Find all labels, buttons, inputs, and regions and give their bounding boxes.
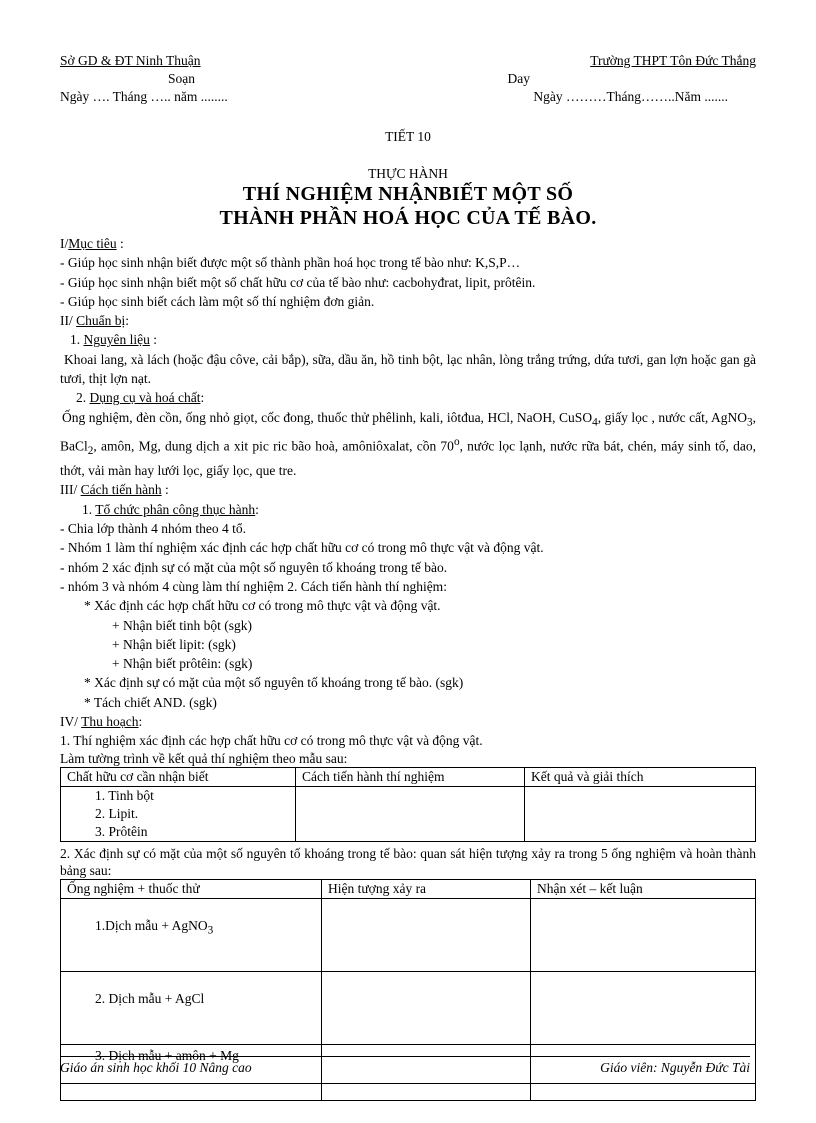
- footer-teacher: Giáo viên: Nguyễn Đức Tài: [600, 1060, 750, 1075]
- header-row: [60, 52, 756, 70]
- lesson-type: THỰC HÀNH: [368, 166, 448, 181]
- date-soan: Ngày …. Tháng ….. năm ........: [60, 89, 228, 104]
- subscript-2: 2: [87, 444, 94, 457]
- materials-num: 1.: [70, 332, 84, 348]
- procedure-line: - nhóm 2 xác định sự có mặt của một số nguyên tố khoáng trong tế bào.: [60, 559, 448, 575]
- equipment-title: Dụng cụ và hoá chất: [89, 390, 201, 406]
- equipment-text-c: , BaCl: [60, 409, 757, 454]
- table-cell: [61, 898, 322, 971]
- table-header-cell: Chất hữu cơ cần nhận biết: [61, 767, 296, 786]
- equipment-suffix: :: [200, 390, 205, 406]
- document-page: [60, 52, 756, 1101]
- section-1-heading: [60, 234, 756, 253]
- lesson-number: TIẾT 10: [385, 129, 431, 144]
- procedure-line: - Chia lớp thành 4 nhóm theo 4 tổ.: [60, 521, 246, 537]
- table-header-row: [61, 767, 756, 786]
- subscript-3: 3: [207, 924, 214, 937]
- soan-label: Soạn: [168, 71, 195, 86]
- harvest-line-2: Làm tường trình về kết quả thí nghiệm theo mẫu sau:: [60, 750, 348, 766]
- subscript-3: 3: [747, 416, 753, 429]
- section-2-title: Chuẩn bị: [76, 313, 126, 329]
- table-cell: [322, 1083, 531, 1100]
- footer: [60, 1056, 750, 1079]
- table-header-cell: Kết quả và giải thích: [525, 767, 756, 786]
- section-2-prefix: II/: [60, 313, 77, 329]
- section-4-prefix: IV/: [60, 714, 82, 729]
- table-cell: [531, 971, 756, 1044]
- list-item: 1. Tinh bột: [95, 787, 154, 803]
- table-cell: [322, 898, 531, 971]
- table-header-cell: Ống nghiệm + thuốc thử: [61, 879, 322, 898]
- table-row: [61, 971, 756, 1044]
- table-row: [61, 898, 756, 971]
- table-cell: [296, 786, 525, 841]
- table-cell: [61, 1083, 322, 1100]
- objective-item: - Giúp học sinh biết cách làm một số thí nghiệm đơn giản.: [60, 293, 375, 309]
- table-row: [61, 1083, 756, 1100]
- organic-results-table: [60, 767, 756, 842]
- list-item: 2. Lipit.: [95, 805, 139, 821]
- date-row: [60, 88, 756, 106]
- table-header-cell: Hiện tượng xảy ra: [322, 879, 531, 898]
- table-row: [61, 786, 756, 841]
- harvest-line-3: 2. Xác định sự có mặt của một số nguyên tố khoáng trong tế bào: quan sát hiện tượng xảy ra trong 5 ống nghiệm và hoàn thành bảng sau:: [60, 845, 756, 878]
- table-cell: [531, 1083, 756, 1100]
- organization-suffix: :: [255, 501, 259, 517]
- section-1-prefix: I/: [60, 236, 69, 251]
- procedure-star: * Tách chiết AND. (sgk): [84, 694, 217, 710]
- harvest-line-1: 1. Thí nghiệm xác định các hợp chất hữu cơ có trong mô thực vật và động vật.: [60, 733, 483, 749]
- section-2-heading: [60, 311, 756, 330]
- equipment-num: 2.: [76, 390, 90, 406]
- procedure-star: * Xác định các hợp chất hữu cơ có trong mô thực vật và động vật.: [84, 598, 441, 614]
- footer-course: Giáo án sinh học khối 10 Nâng cao: [60, 1060, 252, 1075]
- title-line-1: THÍ NGHIỆM NHẬNBIẾT MỘT SỐ: [242, 183, 574, 205]
- list-item: 3. Prôtêin: [95, 823, 148, 839]
- objective-item: - Giúp học sinh nhận biết một số chất hữu cơ của tế bào như: cacbohyđrat, lipit, prôtêin.: [60, 274, 536, 290]
- equipment-text-d: , amôn, Mg, dung dịch a xit pic ric bão hoà, amôniôxalat, cồn 70: [93, 438, 454, 454]
- organization-num: 1.: [82, 501, 96, 517]
- materials-text: Khoai lang, xà lách (hoặc đậu côve, cải bắp), sữa, dầu ăn, hồ tinh bột, lạc nhân, lòng trắng trứng, dứa tươi, gan lợn hoặc gan gà tươi, thịt lợn nạt.: [60, 351, 756, 387]
- table-cell: [322, 971, 531, 1044]
- materials-title: Nguyên liệu: [83, 332, 150, 348]
- procedure-plus: + Nhận biết prôtêin: (sgk): [112, 656, 253, 672]
- row1-text: 1.Dịch mẫu + AgNO: [95, 917, 208, 933]
- procedure-plus: + Nhận biết tinh bột (sgk): [112, 617, 252, 633]
- procedure-line: - Nhóm 1 làm thí nghiệm xác định các hợp chất hữu cơ có trong mô thực vật và động vật.: [60, 540, 544, 556]
- table-header-row: [61, 879, 756, 898]
- organization-title: Tổ chức phân công thục hành: [95, 501, 256, 517]
- organization-heading: [60, 500, 756, 519]
- materials-heading: [60, 330, 756, 349]
- table-cell: 3. Dịch mẫu + amôn + Mg: [61, 1044, 322, 1083]
- equipment-text-e: , nước lọc lạnh, nước rữa bát, chén, máy sinh tố, dao, thớt, vải màn hay lưới lọc, giấy lọc, que tre.: [60, 438, 756, 479]
- date-day: Ngày ………Tháng……..Năm .......: [533, 89, 728, 104]
- materials-suffix: :: [149, 332, 158, 348]
- section-3-suffix: :: [161, 482, 169, 498]
- section-3-title: Cách tiến hành: [80, 482, 162, 498]
- table-cell: [531, 898, 756, 971]
- table-cell: [61, 786, 296, 841]
- section-4-title: Thu hoạch: [81, 714, 139, 729]
- section-3-prefix: III/: [60, 482, 81, 498]
- section-4-heading: [60, 712, 756, 731]
- section-1-title: Mục tiêu: [68, 236, 117, 251]
- procedure-line: - nhóm 3 và nhóm 4 cùng làm thí nghiệm 2. Cách tiến hành thí nghiệm:: [60, 578, 447, 594]
- equipment-text-a: Ống nghiệm, đèn cồn, ống nhỏ giọt, cốc đong, thuốc thử phêlinh, kali, iôtđua, HCl, NaOH, CuSO: [62, 409, 593, 425]
- section-4-suffix: :: [138, 714, 143, 729]
- section-3-heading: [60, 480, 756, 499]
- title-line-2: THÀNH PHẦN HOÁ HỌC CỦA TẾ BÀO.: [219, 207, 597, 229]
- equipment-text: [60, 408, 756, 481]
- table-header-cell: Nhận xét – kết luận: [531, 879, 756, 898]
- section-1-suffix: :: [116, 236, 124, 251]
- table-header-cell: Cách tiến hành thí nghiệm: [296, 767, 525, 786]
- table-cell: 2. Dịch mẫu + AgCl: [61, 971, 322, 1044]
- equipment-text-b: , giấy lọc , nước cất, AgNO: [597, 409, 748, 425]
- subscript-4: 4: [592, 416, 598, 429]
- section-2-suffix: :: [125, 313, 130, 329]
- procedure-plus: + Nhận biết lipit: (sgk): [112, 636, 236, 652]
- procedure-star: * Xác định sự có mặt của một số nguyên tố khoáng trong tế bào. (sgk): [84, 675, 464, 691]
- objective-item: - Giúp học sinh nhận biết được một số thành phần hoá học trong tế bào như: K,S,P…: [60, 255, 521, 271]
- school-name: Trường THPT Tôn Đức Thắng: [590, 53, 756, 68]
- equipment-heading: [60, 388, 756, 407]
- department-name: Sở GD & ĐT Ninh Thuận: [60, 53, 201, 68]
- table-cell: [525, 786, 756, 841]
- day-label: Day: [507, 71, 530, 86]
- soan-day-row: [60, 70, 756, 88]
- superscript-o: o: [453, 435, 460, 448]
